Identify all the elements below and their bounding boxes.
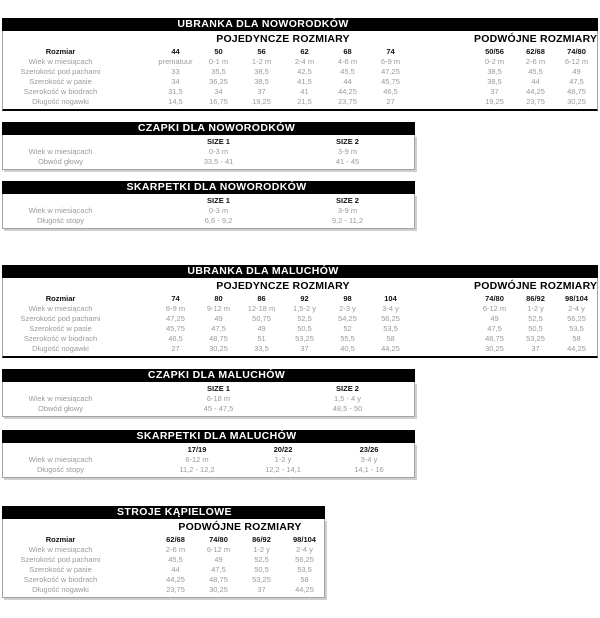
row-label: Szerokość pod pachami (20, 555, 101, 564)
row-label: Długość stopy (36, 465, 85, 474)
row-label: Wiek w miesiącach (28, 394, 93, 403)
table-title-bar: SKARPETKI DLA MALUCHÓW (2, 430, 415, 443)
row-label: Obwód głowy (37, 404, 84, 413)
cell: 44,25 (295, 585, 314, 594)
cell: 41,5 (297, 77, 312, 86)
table-body (2, 443, 415, 478)
cell: 48,5 - 50 (332, 404, 363, 413)
cell: 1-2 y (253, 545, 270, 554)
column-header: 74/80 (209, 535, 228, 544)
cell: 21,5 (297, 97, 312, 106)
column-header: 92 (300, 294, 309, 303)
column-header: 74/80 (567, 47, 586, 56)
cell: 41 (300, 87, 309, 96)
cell: 30,25 (209, 344, 228, 353)
cell: 36,25 (209, 77, 228, 86)
cell: 54,25 (338, 314, 357, 323)
cell: 48,75 (209, 575, 228, 584)
table-title-bar: CZAPKI DLA NOWORODKÓW (2, 122, 415, 135)
cell: 6,6 - 9,2 (204, 216, 233, 225)
cell: 23,75 (338, 97, 357, 106)
row-label: Obwód głowy (37, 157, 84, 166)
cell: 4-6 m (337, 57, 358, 66)
cell: 53,5 (569, 324, 584, 333)
column-header: 86 (257, 294, 266, 303)
cell: 50,75 (252, 314, 271, 323)
cell: 50,5 (297, 324, 312, 333)
table-title-bar: CZAPKI DLA MALUCHÓW (2, 369, 415, 382)
row-label: Szerokość w biodrach (23, 334, 98, 343)
table-grid (3, 382, 414, 416)
cell: 1-2 m (251, 57, 272, 66)
row-label: Długość nogawki (32, 344, 89, 353)
row-label: Długość stopy (36, 216, 85, 225)
cell: 53,25 (295, 334, 314, 343)
column-header: 86/92 (526, 294, 545, 303)
cell: 12-18 m (247, 304, 276, 313)
cell: 44,25 (338, 87, 357, 96)
cell: 6-12 m (185, 455, 209, 464)
row-label: Szerokość w biodrach (23, 87, 98, 96)
column-header: 98/104 (565, 294, 588, 303)
cell: 16,75 (209, 97, 228, 106)
cell: 38,5 (254, 77, 269, 86)
cell: 0-1 m (208, 57, 229, 66)
column-header: 17/19 (187, 445, 207, 454)
cell: 56,25 (567, 314, 586, 323)
table-title-bar: UBRANKA DLA MALUCHÓW (2, 265, 598, 278)
cell: 47,25 (381, 67, 400, 76)
cell: 45,5 (168, 555, 183, 564)
cell: 40,5 (340, 344, 355, 353)
column-header: 68 (343, 47, 352, 56)
row-label: Szerokość w pasie (29, 77, 92, 86)
column-header: SIZE 1 (207, 137, 230, 146)
column-header: 74 (386, 47, 395, 56)
cell: 31,5 (168, 87, 183, 96)
cell: 47,5 (569, 77, 584, 86)
cell: 6-12 m (206, 545, 231, 554)
table-grid (3, 278, 597, 356)
cell: 50,5 (254, 565, 269, 574)
cell: 53,25 (526, 334, 545, 343)
cell: 53,25 (252, 575, 271, 584)
cell: 45,75 (166, 324, 185, 333)
cell: 56,25 (381, 314, 400, 323)
column-header: SIZE 2 (336, 137, 359, 146)
cell: 19,25 (485, 97, 504, 106)
cell: 47,5 (211, 324, 226, 333)
cell: 49 (490, 314, 499, 323)
table-body (2, 519, 325, 598)
cell: 34 (171, 77, 180, 86)
cell: 50,5 (528, 324, 543, 333)
table-body (2, 194, 415, 229)
cell: 2-6 m (525, 57, 546, 66)
cell: 49 (214, 555, 223, 564)
cell: 49 (572, 67, 581, 76)
row-label: Szerokość w biodrach (23, 575, 98, 584)
cell: 0-2 m (484, 57, 505, 66)
cell: 30,25 (209, 585, 228, 594)
cell: 38,5 (254, 67, 269, 76)
table-grid (3, 443, 414, 477)
column-header: SIZE 2 (336, 384, 359, 393)
table-grid (3, 519, 324, 597)
cell: 58 (300, 575, 309, 584)
size-charts-page (0, 18, 600, 618)
table-body (2, 382, 415, 417)
cell: 14,1 - 16 (354, 465, 384, 474)
row-label: Wiek w miesiącach (28, 304, 93, 313)
cell: 30,25 (485, 344, 504, 353)
cell: 6-12 m (564, 57, 589, 66)
cell: 2-4 m (294, 57, 315, 66)
column-header: 62/68 (166, 535, 185, 544)
table-title-bar: SKARPETKI DLA NOWORODKÓW (2, 181, 415, 194)
cell: 38,5 (487, 67, 502, 76)
cell: 48,75 (209, 334, 228, 343)
cell: 44,25 (526, 87, 545, 96)
column-header: SIZE 1 (207, 384, 230, 393)
cell: 44 (531, 77, 540, 86)
cell: 2-3 y (339, 304, 356, 313)
cell: 46,5 (383, 87, 398, 96)
cell: 52,5 (254, 555, 269, 564)
cell: 45 - 47,5 (203, 404, 234, 413)
cell: 45,75 (381, 77, 400, 86)
cell: 27 (386, 97, 395, 106)
row-label: Szerokość w pasie (29, 565, 92, 574)
column-header: 20/22 (273, 445, 293, 454)
cell: 9-12 m (206, 304, 231, 313)
column-header: 56 (257, 47, 266, 56)
cell: 51 (257, 334, 266, 343)
cell: 33,5 - 41 (203, 157, 234, 166)
cell: 45,5 (340, 67, 355, 76)
row-label: Wiek w miesiącach (28, 545, 93, 554)
table-czapki-dla-maluchow (2, 369, 415, 417)
row-label: Szerokość pod pachami (20, 314, 101, 323)
cell: 44 (343, 77, 352, 86)
cell: 35,5 (211, 67, 226, 76)
column-header: SIZE 1 (207, 196, 230, 205)
cell: 11,2 - 12,2 (179, 465, 215, 474)
size-row-label: Rozmiar (45, 294, 76, 303)
row-label: Wiek w miesiącach (28, 147, 93, 156)
column-header: 62 (300, 47, 309, 56)
table-body (2, 31, 598, 111)
group-header-single-sizes: POJEDYNCZE ROZMIARY (216, 33, 350, 45)
cell: 34 (214, 87, 223, 96)
group-header-double-sizes: PODWÓJNE ROZMIARY (474, 33, 598, 45)
cell: 9,2 - 11,2 (331, 216, 364, 225)
row-label: Wiek w miesiącach (28, 57, 93, 66)
cell: 23,75 (526, 97, 545, 106)
cell: 1-2 y (274, 455, 292, 464)
cell: 1,5 - 4 y (333, 394, 362, 403)
table-skarpetki-dla-maluchow (2, 430, 415, 478)
cell: 42,5 (297, 67, 312, 76)
table-title-bar: STROJE KĄPIELOWE (2, 506, 325, 519)
cell: 37 (257, 87, 266, 96)
cell: 52 (343, 324, 352, 333)
cell: 12,2 - 14,1 (265, 465, 301, 474)
column-header: 62/68 (526, 47, 545, 56)
cell: 45,5 (528, 67, 543, 76)
cell: 2-4 y (296, 545, 313, 554)
row-label: Szerokość w pasie (29, 324, 92, 333)
cell: 19,25 (252, 97, 271, 106)
column-header: 50 (214, 47, 223, 56)
cell: 0-3 m (208, 206, 229, 215)
cell: 37 (490, 87, 499, 96)
cell: 23,75 (166, 585, 185, 594)
column-header: 80 (214, 294, 223, 303)
column-header: 98 (343, 294, 352, 303)
group-header-double-sizes: PODWÓJNE ROZMIARY (178, 521, 302, 533)
cell: 46,5 (168, 334, 183, 343)
cell: 49 (214, 314, 223, 323)
cell: 2-4 y (568, 304, 585, 313)
cell: 47,25 (166, 314, 185, 323)
cell: 41 - 45 (335, 157, 360, 166)
row-label: Wiek w miesiącach (28, 455, 93, 464)
cell: 58 (572, 334, 581, 343)
cell: 33 (171, 67, 180, 76)
cell: 37 (531, 344, 540, 353)
cell: 37 (257, 585, 266, 594)
cell: 14,5 (168, 97, 183, 106)
cell: 53,5 (297, 565, 312, 574)
row-label: Wiek w miesiącach (28, 206, 93, 215)
cell: 3-9 m (337, 147, 358, 156)
cell: 55,5 (340, 334, 355, 343)
cell: 52,5 (528, 314, 543, 323)
table-ubranka-dla-noworodkow (2, 18, 598, 111)
table-grid (3, 135, 414, 169)
cell: 52,5 (297, 314, 312, 323)
cell: 27 (171, 344, 180, 353)
cell: 53,5 (383, 324, 398, 333)
cell: prematuur (158, 57, 193, 66)
cell: 6-12 m (482, 304, 507, 313)
cell: 47,5 (211, 565, 226, 574)
cell: 47,5 (487, 324, 502, 333)
row-label: Długość nogawki (32, 585, 89, 594)
cell: 56,25 (295, 555, 314, 564)
cell: 1,5-2 y (293, 304, 316, 313)
cell: 1-2 y (527, 304, 544, 313)
table-grid (3, 31, 597, 109)
cell: 44,25 (381, 344, 400, 353)
table-body (2, 278, 598, 358)
table-stroje-kapielowe (2, 506, 325, 598)
cell: 3-4 y (382, 304, 399, 313)
table-title-bar: UBRANKA DLA NOWORODKÓW (2, 18, 598, 31)
group-header-double-sizes: PODWÓJNE ROZMIARY (474, 280, 598, 292)
cell: 44,25 (567, 344, 586, 353)
column-header: 74 (171, 294, 180, 303)
column-header: 74/80 (485, 294, 504, 303)
cell: 2-6 m (165, 545, 186, 554)
cell: 33,5 (254, 344, 269, 353)
cell: 0-3 m (208, 147, 229, 156)
size-row-label: Rozmiar (45, 47, 76, 56)
table-body (2, 135, 415, 170)
cell: 37 (300, 344, 309, 353)
cell: 44,25 (166, 575, 185, 584)
size-row-label: Rozmiar (45, 535, 76, 544)
cell: 6-9 m (380, 57, 401, 66)
cell: 44 (171, 565, 180, 574)
cell: 3-4 y (360, 455, 378, 464)
cell: 38,5 (487, 77, 502, 86)
column-header: 98/104 (293, 535, 316, 544)
cell: 48,75 (567, 87, 586, 96)
column-header: 86/92 (252, 535, 271, 544)
column-header: SIZE 2 (336, 196, 359, 205)
group-header-single-sizes: POJEDYNCZE ROZMIARY (216, 280, 350, 292)
cell: 6-9 m (165, 304, 186, 313)
cell: 49 (257, 324, 266, 333)
column-header: 44 (171, 47, 180, 56)
table-grid (3, 194, 414, 228)
column-header: 50/56 (485, 47, 504, 56)
column-header: 104 (384, 294, 397, 303)
cell: 3-9 m (337, 206, 358, 215)
column-header: 23/26 (359, 445, 379, 454)
row-label: Szerokość pod pachami (20, 67, 101, 76)
cell: 30,25 (567, 97, 586, 106)
cell: 6-18 m (206, 394, 231, 403)
cell: 58 (386, 334, 395, 343)
row-label: Długość nogawki (32, 97, 89, 106)
cell: 48,75 (485, 334, 504, 343)
table-ubranka-dla-maluchow (2, 265, 598, 358)
table-czapki-dla-noworodkow (2, 122, 415, 170)
table-skarpetki-dla-noworodkow (2, 181, 415, 229)
